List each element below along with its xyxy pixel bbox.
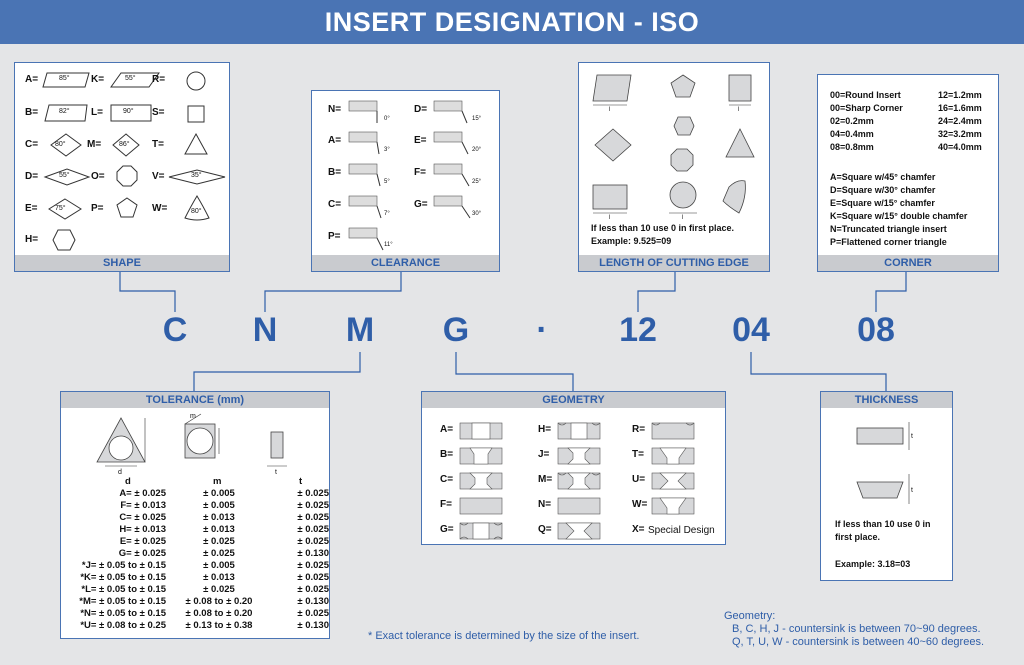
geometry-label: C= xyxy=(440,474,454,485)
geometry-note-line-2: Q, T, U, W - countersink is between 40~60 degrees. xyxy=(732,636,985,648)
geometry-label: W= xyxy=(632,499,648,510)
tolerance-cell: ± 0.08 to ± 0.20 xyxy=(185,608,253,619)
geometry-label: Q= xyxy=(538,524,552,535)
tolerance-header-d: d xyxy=(125,476,131,487)
code-tolerance: M xyxy=(345,311,375,349)
clearance-angle-f: 25° xyxy=(472,179,482,185)
tolerance-cell: ± 0.025 xyxy=(203,548,235,559)
corner-item: 32=3.2mm xyxy=(938,129,982,139)
shape-h-icon xyxy=(51,228,77,252)
shape-label-b: B= xyxy=(25,107,39,118)
corner-chamfer-item: D=Square w/30° chamfer xyxy=(830,185,936,195)
shape-angle-e: 75° xyxy=(55,205,66,212)
thickness-dim-2: t xyxy=(911,487,913,494)
length-note-2: Example: 9.525=09 xyxy=(591,236,672,246)
geometry-label: T= xyxy=(632,449,644,460)
clearance-angle-g: 30° xyxy=(472,211,482,217)
clearance-angle-e: 20° xyxy=(472,147,482,153)
clearance-d-icon xyxy=(434,101,474,125)
corner-item: 24=2.4mm xyxy=(938,116,982,126)
length-dim-2: l xyxy=(738,107,740,113)
shape-panel xyxy=(14,62,230,272)
clearance-a-icon xyxy=(349,132,389,156)
shape-label-e: E= xyxy=(25,203,38,214)
clearance-f-icon xyxy=(434,164,474,188)
tolerance-cell: ± 0.025 xyxy=(297,524,329,535)
clearance-angle-c: 7° xyxy=(384,211,390,217)
tolerance-cell: ± 0.025 xyxy=(297,608,329,619)
corner-chamfer-list xyxy=(830,171,967,249)
geometry-label: H= xyxy=(538,424,552,435)
geometry-label: B= xyxy=(440,449,454,460)
shape-label-s: S= xyxy=(152,107,165,118)
corner-item: 02=0.2mm xyxy=(830,116,874,126)
shape-label-h: H= xyxy=(25,234,39,245)
geometry-countersink-deep-icon xyxy=(650,496,696,521)
geometry-caption: GEOMETRY xyxy=(422,392,725,408)
geometry-label: A= xyxy=(440,424,454,435)
corner-chamfer-item: K=Square w/15° double chamfer xyxy=(830,211,968,221)
geometry-flat-icon xyxy=(458,496,504,521)
tolerance-cell: ± 0.025 xyxy=(297,572,329,583)
shape-angle-v: 35° xyxy=(191,172,202,179)
clearance-label-c: C= xyxy=(328,199,342,210)
tolerance-cell: ± 0.013 xyxy=(203,512,235,523)
geometry-countersink-deep-both-icon xyxy=(556,521,602,546)
tolerance-cell: ± 0.025 xyxy=(297,536,329,547)
clearance-label-n: N= xyxy=(328,104,342,115)
shape-label-a: A= xyxy=(25,74,39,85)
thickness-diagrams-icon xyxy=(821,410,954,510)
tolerance-cell: ± 0.013 xyxy=(203,572,235,583)
tolerance-dim-d: d xyxy=(118,469,122,476)
shape-r-icon xyxy=(185,70,207,92)
shape-label-k: K= xyxy=(91,74,105,85)
thickness-note-1: If less than 10 use 0 in xyxy=(835,519,931,529)
clearance-c-icon xyxy=(349,196,389,220)
tolerance-cell: ± 0.08 to ± 0.20 xyxy=(185,596,253,607)
clearance-e-icon xyxy=(434,132,474,156)
geometry-label: N= xyxy=(538,499,552,510)
tolerance-cell: *J= ± 0.05 to ± 0.15 xyxy=(81,560,166,571)
tolerance-cell: *K= ± 0.05 to ± 0.15 xyxy=(80,572,166,583)
shape-angle-a: 85° xyxy=(59,75,70,82)
clearance-caption: CLEARANCE xyxy=(312,255,499,271)
code-clearance: N xyxy=(252,311,278,349)
tolerance-cell: ± 0.005 xyxy=(203,500,235,511)
code-geometry: G xyxy=(442,311,470,349)
length-dim-3: l xyxy=(609,215,611,221)
geometry-label: U= xyxy=(632,474,646,485)
corner-right-list xyxy=(938,89,982,154)
page-title: INSERT DESIGNATION - ISO xyxy=(0,0,1024,44)
tolerance-cell: A= ± 0.025 xyxy=(119,488,166,499)
shape-label-v: V= xyxy=(152,171,165,182)
tolerance-dim-m: m xyxy=(190,413,196,420)
clearance-label-f: F= xyxy=(414,167,426,178)
shape-s-icon xyxy=(186,104,206,124)
corner-chamfer-item: P=Flattened corner triangle xyxy=(830,237,947,247)
shape-angle-k: 55° xyxy=(125,75,136,82)
clearance-n-icon xyxy=(349,101,389,125)
shape-label-c: C= xyxy=(25,139,39,150)
tolerance-cell: *U= ± 0.08 to ± 0.25 xyxy=(80,620,166,631)
shape-p-icon xyxy=(115,196,139,220)
code-shape: C xyxy=(162,311,188,349)
clearance-label-e: E= xyxy=(414,135,427,146)
length-note-1: If less than 10 use 0 in first place. xyxy=(591,223,735,233)
geometry-countersink-both-icon xyxy=(458,471,504,496)
tolerance-panel xyxy=(60,391,330,639)
geometry-hole-icon xyxy=(458,421,504,446)
shape-o-icon xyxy=(115,164,139,188)
code-length: 12 xyxy=(619,311,657,349)
clearance-label-a: A= xyxy=(328,135,342,146)
shape-angle-m: 86° xyxy=(119,141,130,148)
geometry-countersink-deep-both-icon xyxy=(650,471,696,496)
length-shapes-icon xyxy=(579,63,771,223)
clearance-angle-a: 3° xyxy=(384,147,390,153)
corner-caption: CORNER xyxy=(818,255,998,271)
tolerance-cell: *N= ± 0.05 to ± 0.15 xyxy=(80,608,166,619)
geometry-flat-icon xyxy=(556,496,602,521)
tolerance-cell: ± 0.130 xyxy=(297,596,329,607)
tolerance-cell: H= ± 0.013 xyxy=(119,524,166,535)
geometry-label: J= xyxy=(538,449,550,460)
corner-item: 16=1.6mm xyxy=(938,103,982,113)
shape-caption: SHAPE xyxy=(15,255,229,271)
geometry-hole-chip-icon xyxy=(556,421,602,446)
code-corner: 08 xyxy=(857,311,895,349)
tolerance-cell: *M= ± 0.05 to ± 0.15 xyxy=(79,596,166,607)
corner-left-list xyxy=(830,89,903,154)
tolerance-header-m: m xyxy=(213,476,222,487)
clearance-angle-d: 15° xyxy=(472,116,482,122)
shape-angle-c: 80° xyxy=(55,141,66,148)
corner-item: 40=4.0mm xyxy=(938,142,982,152)
geometry-label: F= xyxy=(440,499,452,510)
code-thickness: 04 xyxy=(732,311,770,349)
tolerance-cell: ± 0.025 xyxy=(297,512,329,523)
geometry-panel xyxy=(421,391,726,545)
tolerance-cell: *L= ± 0.05 to ± 0.15 xyxy=(81,584,166,595)
tolerance-cell: ± 0.025 xyxy=(297,488,329,499)
geometry-countersink-one-icon xyxy=(458,446,504,471)
tolerance-cell: F= ± 0.013 xyxy=(120,500,166,511)
clearance-b-icon xyxy=(349,164,389,188)
length-panel xyxy=(578,62,770,272)
tolerance-footnote: * Exact tolerance is determined by the size of the insert. xyxy=(368,630,640,642)
corner-item: 12=1.2mm xyxy=(938,90,982,100)
clearance-angle-b: 5° xyxy=(384,179,390,185)
shape-label-o: O= xyxy=(91,171,105,182)
tolerance-cell: G= ± 0.025 xyxy=(118,548,166,559)
clearance-panel xyxy=(311,90,500,272)
geometry-label: M= xyxy=(538,474,553,485)
shape-angle-b: 82° xyxy=(59,108,70,115)
clearance-p-icon xyxy=(349,228,389,252)
shape-label-r: R= xyxy=(152,74,166,85)
geometry-countersink-chip-icon xyxy=(556,471,602,496)
corner-item: 00=Round Insert xyxy=(830,90,901,100)
tolerance-cell: ± 0.025 xyxy=(297,500,329,511)
tolerance-cell: ± 0.013 xyxy=(203,524,235,535)
corner-chamfer-item: E=Square w/15° chamfer xyxy=(830,198,935,208)
geometry-label: G= xyxy=(440,524,454,535)
thickness-caption: THICKNESS xyxy=(821,392,952,408)
thickness-note-2: first place. xyxy=(835,532,881,542)
tolerance-header-t: t xyxy=(299,476,303,487)
length-dim-1: l xyxy=(609,107,611,113)
length-caption: LENGTH OF CUTTING EDGE xyxy=(579,255,769,271)
tolerance-cell: ± 0.025 xyxy=(203,584,235,595)
corner-panel xyxy=(817,74,999,272)
geometry-note-line-1: B, C, H, J - countersink is between 70~90 degrees. xyxy=(732,623,981,635)
shape-angle-d: 55° xyxy=(59,172,70,179)
geometry-note-title: Geometry: xyxy=(724,610,776,622)
tolerance-cell: ± 0.005 xyxy=(203,560,235,571)
shape-angle-l: 90° xyxy=(123,108,134,115)
tolerance-dim-t: t xyxy=(275,469,277,476)
tolerance-cell: ± 0.005 xyxy=(203,488,235,499)
tolerance-cell: ± 0.13 to ± 0.38 xyxy=(185,620,253,631)
tolerance-cell: ± 0.025 xyxy=(297,560,329,571)
geometry-label: X= xyxy=(632,524,645,535)
shape-label-d: D= xyxy=(25,171,39,182)
geometry-countersink-both-icon xyxy=(556,446,602,471)
tolerance-cell: C= ± 0.025 xyxy=(119,512,166,523)
shape-label-m: M= xyxy=(87,139,102,150)
clearance-angle-p: 11° xyxy=(384,242,393,248)
tolerance-cell: ± 0.025 xyxy=(297,584,329,595)
tolerance-cell: ± 0.130 xyxy=(297,548,329,559)
geometry-chipbreaker-icon xyxy=(650,421,696,446)
clearance-label-b: B= xyxy=(328,167,342,178)
shape-t-icon xyxy=(183,132,209,156)
tolerance-cell: E= ± 0.025 xyxy=(119,536,166,547)
shape-label-w: W= xyxy=(152,203,168,214)
geometry-label: R= xyxy=(632,424,646,435)
thickness-dim-1: t xyxy=(911,433,913,440)
code-separator: · xyxy=(536,311,548,349)
corner-chamfer-item: A=Square w/45° chamfer xyxy=(830,172,936,182)
tolerance-diagrams-icon xyxy=(61,410,331,480)
corner-item: 04=0.4mm xyxy=(830,129,874,139)
clearance-g-icon xyxy=(434,196,474,220)
clearance-label-g: G= xyxy=(414,199,428,210)
shape-label-t: T= xyxy=(152,139,164,150)
clearance-label-p: P= xyxy=(328,231,341,242)
shape-angle-w: 80° xyxy=(191,208,202,215)
corner-item: 08=0.8mm xyxy=(830,142,874,152)
shape-label-l: L= xyxy=(91,107,103,118)
clearance-label-d: D= xyxy=(414,104,428,115)
geometry-special-text: Special Design xyxy=(648,525,715,536)
tolerance-cell: ± 0.130 xyxy=(297,620,329,631)
thickness-panel xyxy=(820,391,953,581)
tolerance-caption: TOLERANCE (mm) xyxy=(61,392,329,408)
geometry-hole-chip-both-icon xyxy=(458,521,504,546)
corner-chamfer-item: N=Truncated triangle insert xyxy=(830,224,947,234)
geometry-countersink-deep-icon xyxy=(650,446,696,471)
length-dim-4: l xyxy=(682,215,684,221)
clearance-angle-n: 0° xyxy=(384,116,390,122)
tolerance-cell: ± 0.025 xyxy=(203,536,235,547)
shape-label-p: P= xyxy=(91,203,104,214)
thickness-note-3: Example: 3.18=03 xyxy=(835,559,911,569)
corner-item: 00=Sharp Corner xyxy=(830,103,903,113)
